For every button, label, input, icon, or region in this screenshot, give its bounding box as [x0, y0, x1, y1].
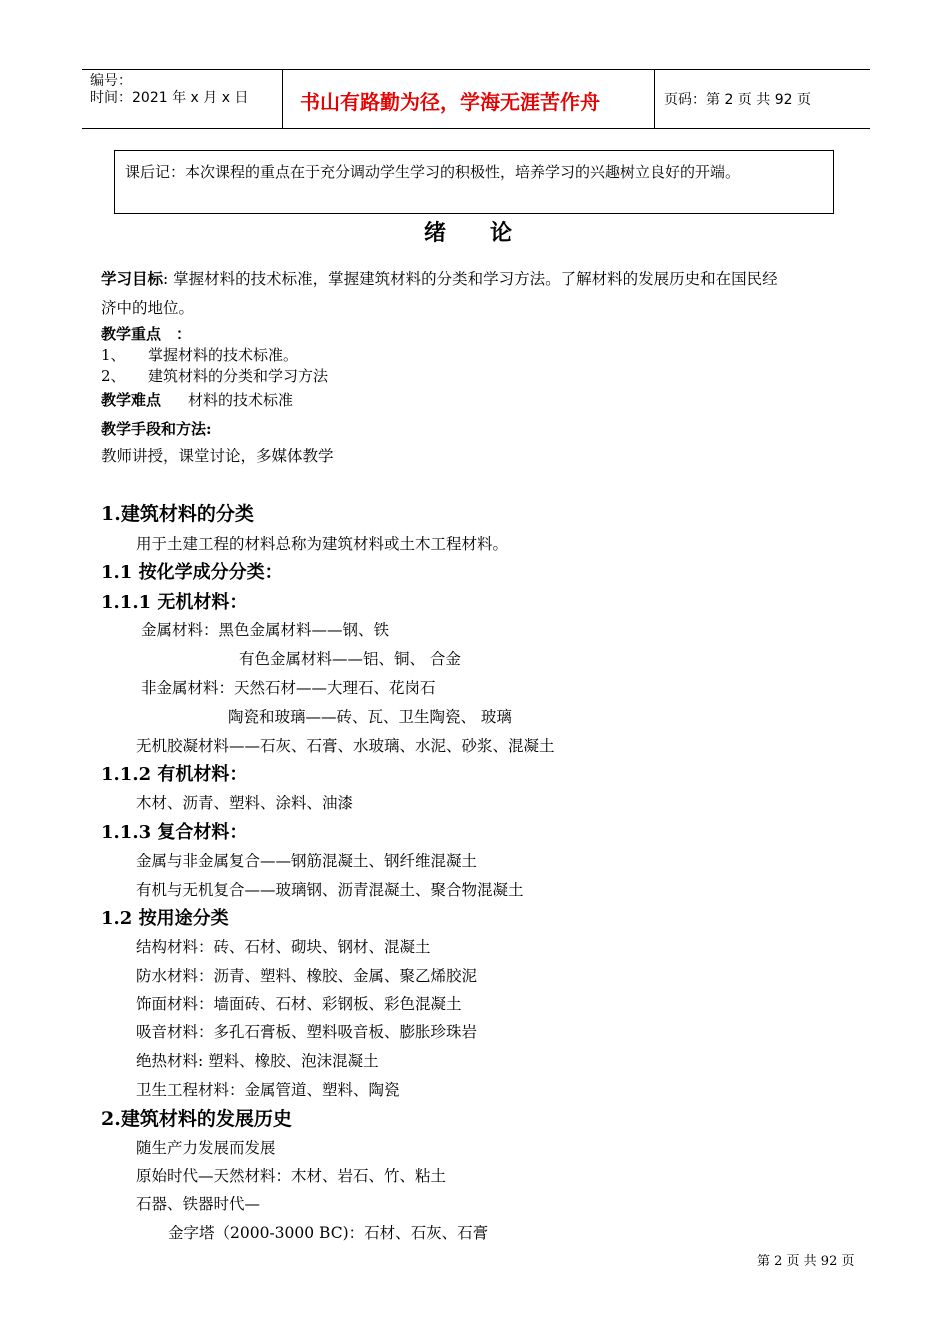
objectives-line2: 济中的地位。 [101, 299, 195, 317]
header-divider-right [654, 69, 655, 129]
header-motto: 书山有路勤为径，学海无涯苦作舟 [300, 90, 600, 114]
key-points-label: 教学重点 ： [101, 325, 192, 343]
inorganic-line-1: 金属材料：黑色金属材料——钢、铁 [141, 621, 390, 639]
key-point-1: 1、 掌握材料的技术标准。 [101, 346, 299, 364]
after-class-note-text: 课后记：本次课程的重点在于充分调动学生学习的积极性，培养学习的兴趣树立良好的开端。 [125, 163, 741, 181]
inorganic-line-5: 无机胶凝材料——石灰、石膏、水玻璃、水泥、砂浆、混凝土 [136, 737, 555, 755]
usage-line-6: 卫生工程材料：金属管道、塑料、陶瓷 [136, 1081, 400, 1099]
page-title: 绪 论 [424, 220, 513, 246]
composite-line-1: 金属与非金属复合——钢筋混凝土、钢纤维混凝土 [136, 852, 478, 870]
section-1-1-1-heading: 1.1.1 无机材料： [101, 592, 248, 613]
history-line-2: 原始时代—天然材料：木材、岩石、竹、粘土 [136, 1167, 447, 1185]
footer-page-number: 第 2 页 共 92 页 [757, 1254, 855, 1269]
inorganic-line-4: 陶瓷和玻璃——砖、瓦、卫生陶瓷、 玻璃 [228, 708, 512, 726]
methods-text: 教师讲授，课堂讨论，多媒体教学 [101, 447, 334, 465]
history-line-4: 金字塔（2000-3000 BC)：石材、石灰、石膏 [168, 1224, 489, 1242]
usage-line-1: 结构材料：砖、石材、砌块、钢材、混凝土 [136, 938, 431, 956]
objectives-line1 [101, 269, 778, 289]
objectives-label: 学习目标 [101, 269, 164, 288]
section-1-heading: 1.建筑材料的分类 [101, 503, 254, 525]
organic-line: 木材、沥青、塑料、涂料、油漆 [136, 794, 354, 812]
section-1-1-2-heading: 1.1.2 有机材料： [101, 764, 248, 785]
usage-line-2: 防水材料：沥青、塑料、橡胶、金属、聚乙烯胶泥 [136, 967, 478, 985]
difficulty-label: 教学难点 [101, 391, 162, 409]
section-1-1-3-heading: 1.1.3 复合材料： [101, 822, 248, 843]
section-1-intro: 用于土建工程的材料总称为建筑材料或土木工程材料。 [136, 535, 509, 553]
header-top-rule [82, 69, 870, 70]
header-time-label: 时间：2021 年 x 月 x 日 [90, 90, 249, 106]
inorganic-line-3: 非金属材料：天然石材——大理石、花岗石 [141, 679, 436, 697]
difficulty-text: 材料的技术标准 [188, 391, 294, 409]
section-2-heading: 2.建筑材料的发展历史 [101, 1108, 292, 1130]
usage-line-3: 饰面材料：墙面砖、石材、彩钢板、彩色混凝土 [136, 995, 462, 1013]
usage-line-5: 绝热材料: 塑料、橡胶、泡沫混凝土 [136, 1052, 379, 1070]
header-bottom-rule [82, 128, 870, 129]
header-divider-left [282, 69, 283, 129]
composite-line-2: 有机与无机复合——玻璃钢、沥青混凝土、聚合物混凝土 [136, 881, 524, 899]
objectives-text: : 掌握材料的技术标准，掌握建筑材料的分类和学习方法。了解材料的发展历史和在国民经 [163, 270, 778, 288]
usage-line-4: 吸音材料：多孔石膏板、塑料吸音板、膨胀珍珠岩 [136, 1023, 478, 1041]
header-number-label: 编号： [90, 73, 132, 89]
header-page-label: 页码：第 2 页 共 92 页 [664, 92, 811, 108]
history-line-3: 石器、铁器时代— [136, 1195, 261, 1213]
section-1-1-heading: 1.1 按化学成分分类： [101, 562, 283, 583]
section-1-2-heading: 1.2 按用途分类 [101, 908, 229, 929]
history-line-1: 随生产力发展而发展 [136, 1139, 276, 1157]
after-class-note-box [114, 150, 834, 214]
methods-label: 教学手段和方法: [101, 420, 212, 438]
inorganic-line-2: 有色金属材料——铝、铜、 合金 [239, 650, 461, 668]
key-point-2: 2、 建筑材料的分类和学习方法 [101, 367, 329, 385]
